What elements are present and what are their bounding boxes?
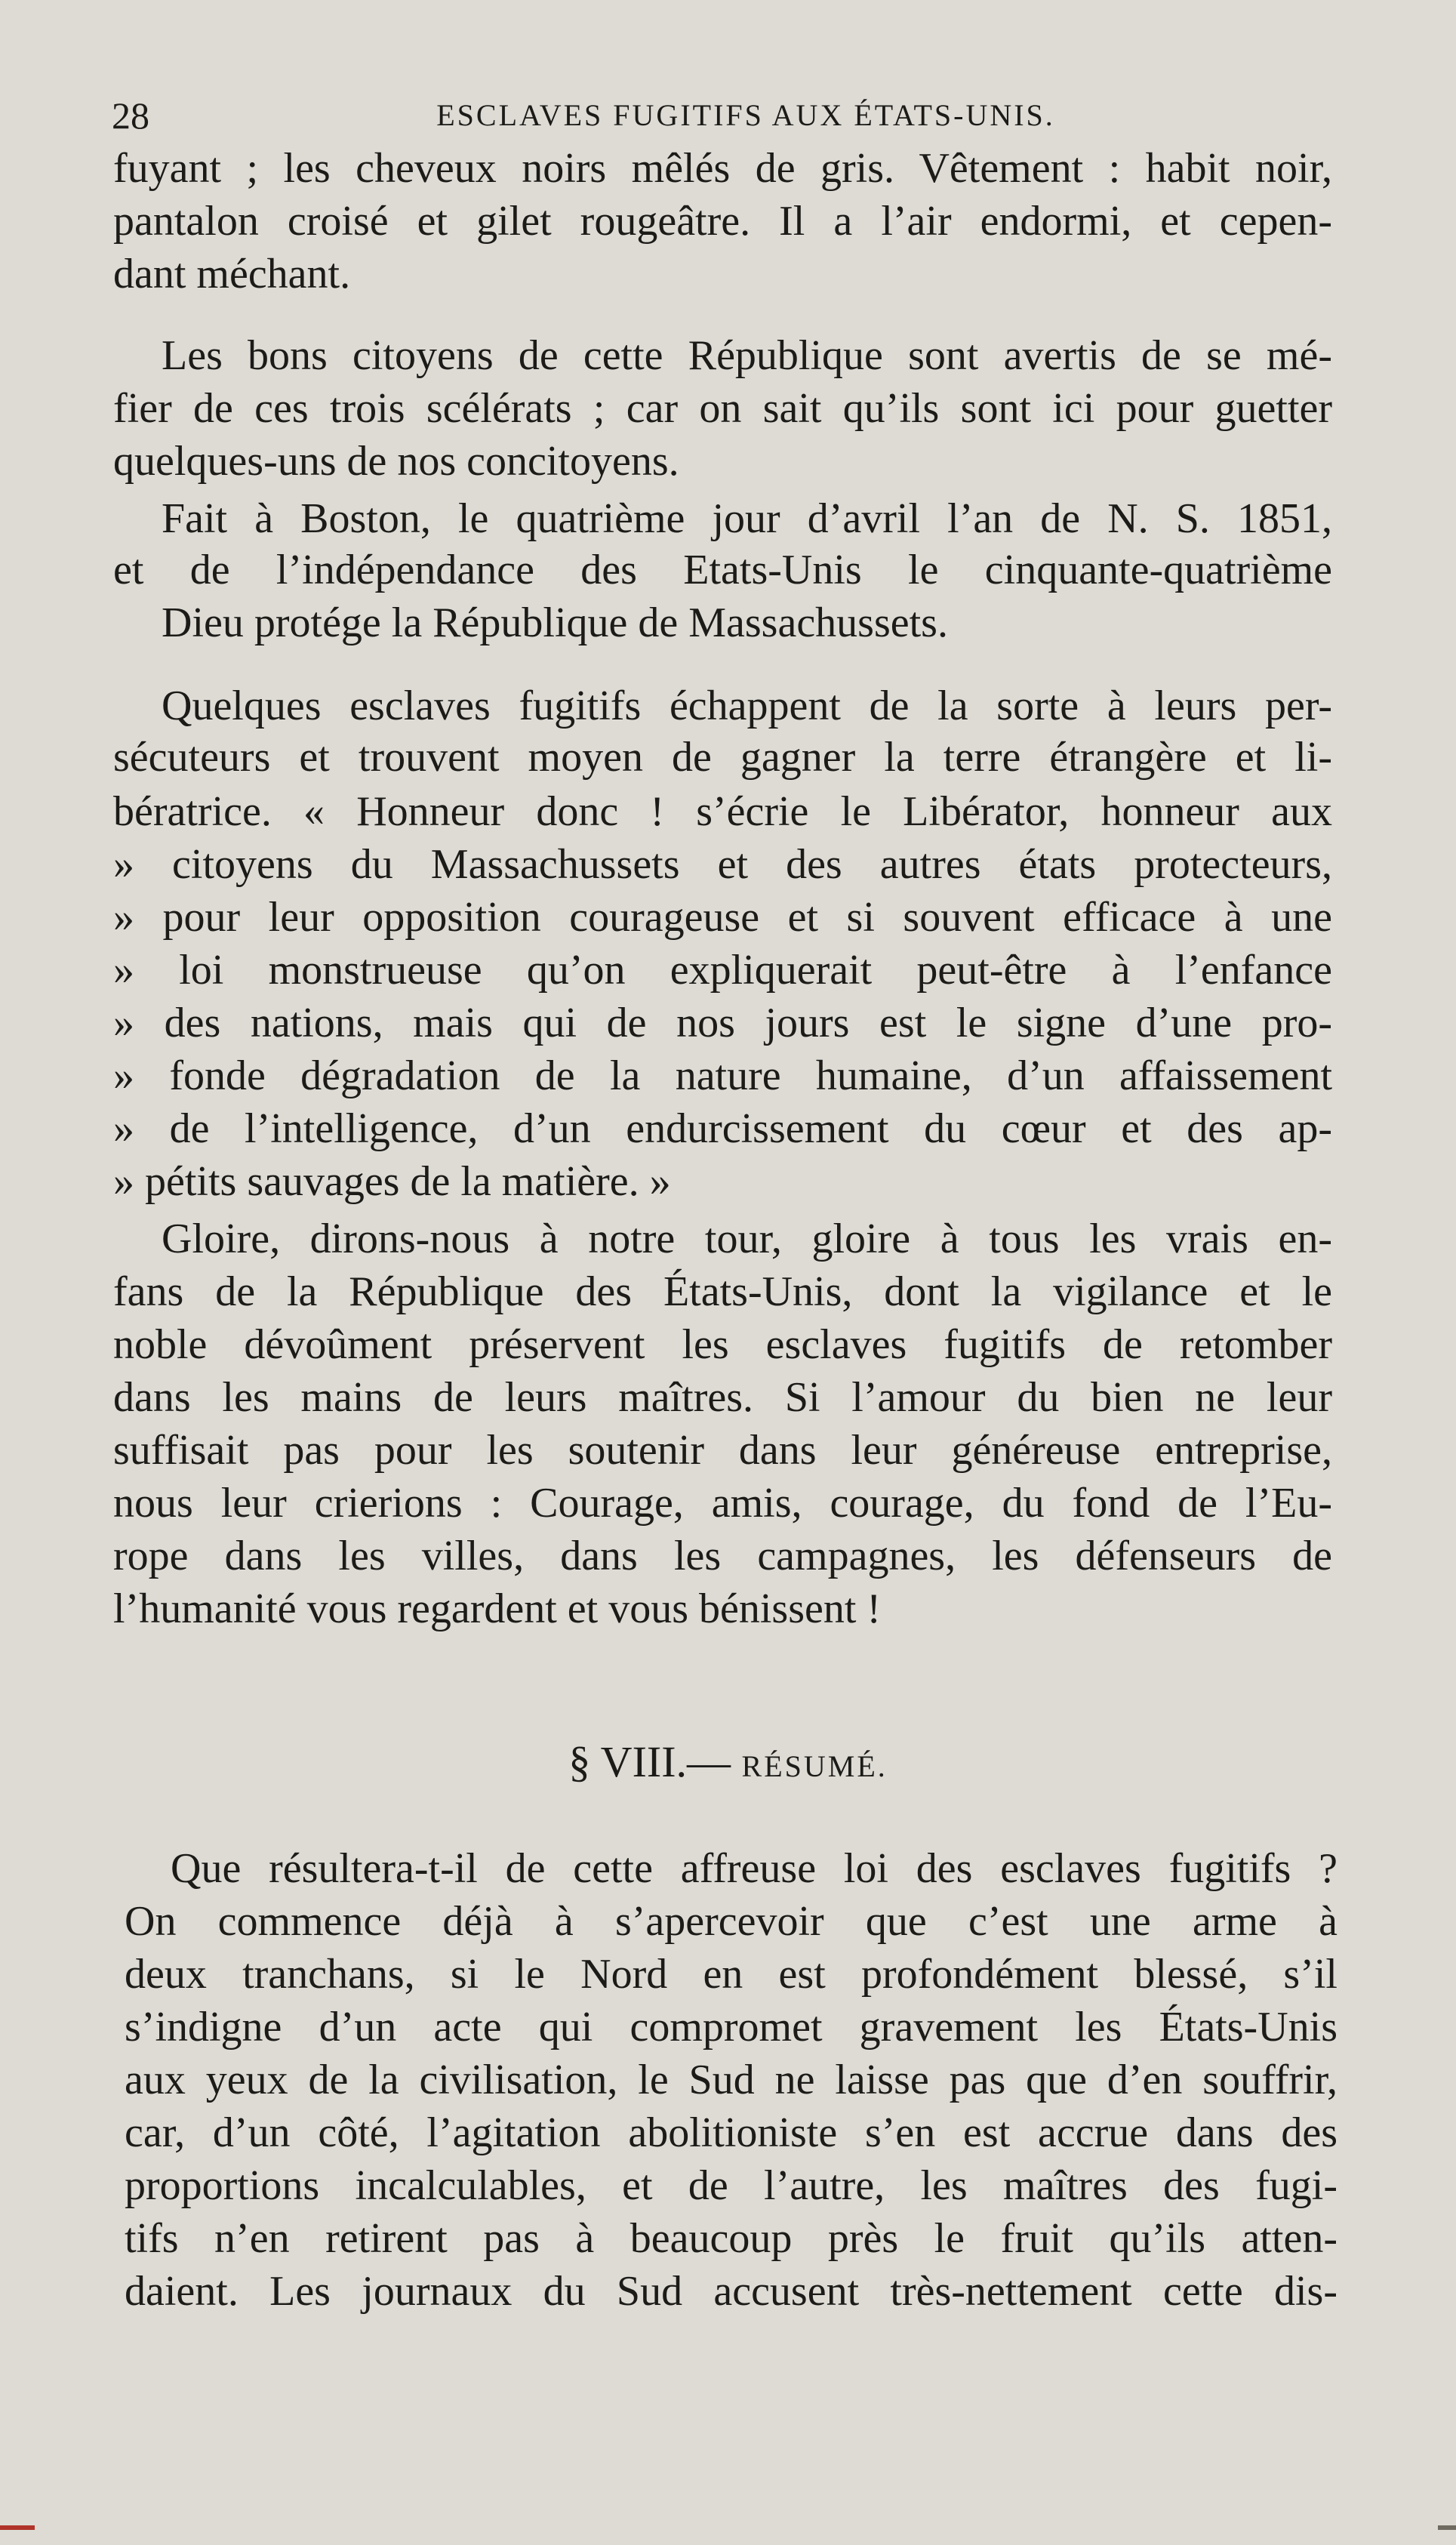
- text-line-content: » de l’intelligence, d’un endurcissement du cœur et des ap-: [113, 1105, 1332, 1152]
- text-line: [0, 1948, 1456, 2001]
- text-line-content: fans de la République des États-Unis, dont la vigilance et le: [113, 1268, 1332, 1315]
- text-line-content: fier de ces trois scélérats ; car on sait qu’ils sont ici pour guetter: [113, 385, 1332, 432]
- text-line: [0, 2001, 1456, 2054]
- page-header: [112, 89, 1334, 142]
- text-line: [0, 2212, 1456, 2265]
- text-line: [0, 1212, 1456, 1265]
- text-line-content: tifs n’en retirent pas à beaucoup près le fruit qu’ils atten-: [125, 2215, 1337, 2262]
- edge-mark: [1438, 2525, 1456, 2530]
- section-title: RÉSUMÉ.: [741, 1749, 888, 1783]
- text-line: [0, 1477, 1456, 1530]
- text-line-content: deux tranchans, si le Nord en est profondément blessé, s’il: [125, 1951, 1337, 1998]
- text-line: [0, 731, 1456, 784]
- text-line-content: fuyant ; les cheveux noirs mêlés de gris. Vêtement : habit noir,: [113, 145, 1332, 192]
- text-line: [0, 1155, 1456, 1208]
- text-line: [0, 679, 1456, 732]
- text-line-content: Fait à Boston, le quatrième jour d’avril l’an de N. S. 1851,: [162, 495, 1332, 542]
- text-line-content: Les bons citoyens de cette République sont avertis de se mé-: [162, 332, 1332, 379]
- text-line-content: Que résultera-t-il de cette affreuse loi des esclaves fugitifs ?: [171, 1845, 1337, 1892]
- text-line: [0, 838, 1456, 891]
- text-line-content: dant méchant.: [113, 251, 351, 297]
- text-line: [0, 435, 1456, 488]
- text-line-content: daient. Les journaux du Sud accusent très-nettement cette dis-: [125, 2268, 1337, 2315]
- text-line: [0, 596, 1456, 649]
- text-line-content: nous leur crierions : Courage, amis, courage, du fond de l’Eu-: [113, 1480, 1332, 1527]
- text-line: [0, 382, 1456, 435]
- color-calibration-mark: [0, 2525, 35, 2530]
- text-line-content: » fonde dégradation de la nature humaine, d’un affaissement: [113, 1052, 1332, 1099]
- text-line-content: bératrice. « Honneur donc ! s’écrie le Libérator, honneur aux: [113, 788, 1332, 835]
- text-line: [0, 1895, 1456, 1948]
- text-line: [0, 544, 1456, 596]
- text-line-content: » pétits sauvages de la matière. »: [113, 1158, 671, 1205]
- text-line: [0, 1049, 1456, 1102]
- text-line-content: s’indigne d’un acte qui compromet gravement les États-Unis: [125, 2004, 1337, 2050]
- text-line-content: » pour leur opposition courageuse et si souvent efficace à une: [113, 894, 1332, 941]
- text-line: [0, 891, 1456, 944]
- text-line: [0, 1371, 1456, 1424]
- running-title: ESCLAVES FUGITIFS AUX ÉTATS-UNIS.: [436, 98, 1055, 132]
- text-line-content: sécuteurs et trouvent moyen de gagner la terre étrangère et li-: [113, 734, 1332, 781]
- text-line-content: et de l’indépendance des Etats-Unis le cinquante-quatrième: [113, 547, 1332, 593]
- text-line-content: On commence déjà à s’apercevoir que c’est une arme à: [125, 1898, 1337, 1945]
- section-number: § VIII.—: [568, 1737, 731, 1786]
- text-line: [0, 1842, 1456, 1895]
- text-line-content: rope dans les villes, dans les campagnes, les défenseurs de: [113, 1533, 1332, 1579]
- text-line: [0, 944, 1456, 997]
- text-line-content: noble dévoûment préservent les esclaves fugitifs de retomber: [113, 1321, 1332, 1368]
- text-line: [0, 785, 1456, 838]
- section-heading: [0, 1732, 1456, 1792]
- text-line-content: » citoyens du Massachussets et des autres états protecteurs,: [113, 841, 1332, 888]
- text-line-content: l’humanité vous regardent et vous bénissent !: [113, 1585, 882, 1632]
- text-line-content: » des nations, mais qui de nos jours est le signe d’une pro-: [113, 1000, 1332, 1046]
- text-line-content: proportions incalculables, et de l’autre, les maîtres des fugi-: [125, 2162, 1337, 2209]
- page-number: 28: [112, 94, 149, 137]
- text-line-content: Dieu protége la République de Massachussets.: [162, 599, 948, 646]
- text-line: [0, 1530, 1456, 1582]
- text-line: [0, 2265, 1456, 2318]
- text-line: [0, 2106, 1456, 2159]
- text-line: [0, 2159, 1456, 2212]
- text-line: [0, 142, 1456, 195]
- text-line: [0, 1102, 1456, 1155]
- text-line-content: pantalon croisé et gilet rougeâtre. Il a l’air endormi, et cepen-: [113, 198, 1332, 245]
- text-line-content: car, d’un côté, l’agitation abolitioniste s’en est accrue dans des: [125, 2109, 1337, 2156]
- text-line-content: dans les mains de leurs maîtres. Si l’amour du bien ne leur: [113, 1374, 1332, 1421]
- text-line: [0, 1318, 1456, 1371]
- text-line: [0, 1424, 1456, 1477]
- text-line-content: Gloire, dirons-nous à notre tour, gloire à tous les vrais en-: [162, 1215, 1332, 1262]
- text-line-content: aux yeux de la civilisation, le Sud ne laisse pas que d’en souffrir,: [125, 2057, 1337, 2103]
- text-line: [0, 2054, 1456, 2106]
- text-line: [0, 997, 1456, 1049]
- text-line-content: » loi monstrueuse qu’on expliquerait peut-être à l’enfance: [113, 947, 1332, 994]
- text-line-content: quelques-uns de nos concitoyens.: [113, 438, 679, 485]
- text-line: [0, 329, 1456, 382]
- text-line: [0, 492, 1456, 545]
- text-line-content: Quelques esclaves fugitifs échappent de la sorte à leurs per-: [162, 682, 1332, 729]
- text-line-content: suffisait pas pour les soutenir dans leur généreuse entreprise,: [113, 1427, 1332, 1474]
- text-line: [0, 1582, 1456, 1635]
- text-line: [0, 248, 1456, 300]
- text-line: [0, 1265, 1456, 1318]
- text-line: [0, 195, 1456, 248]
